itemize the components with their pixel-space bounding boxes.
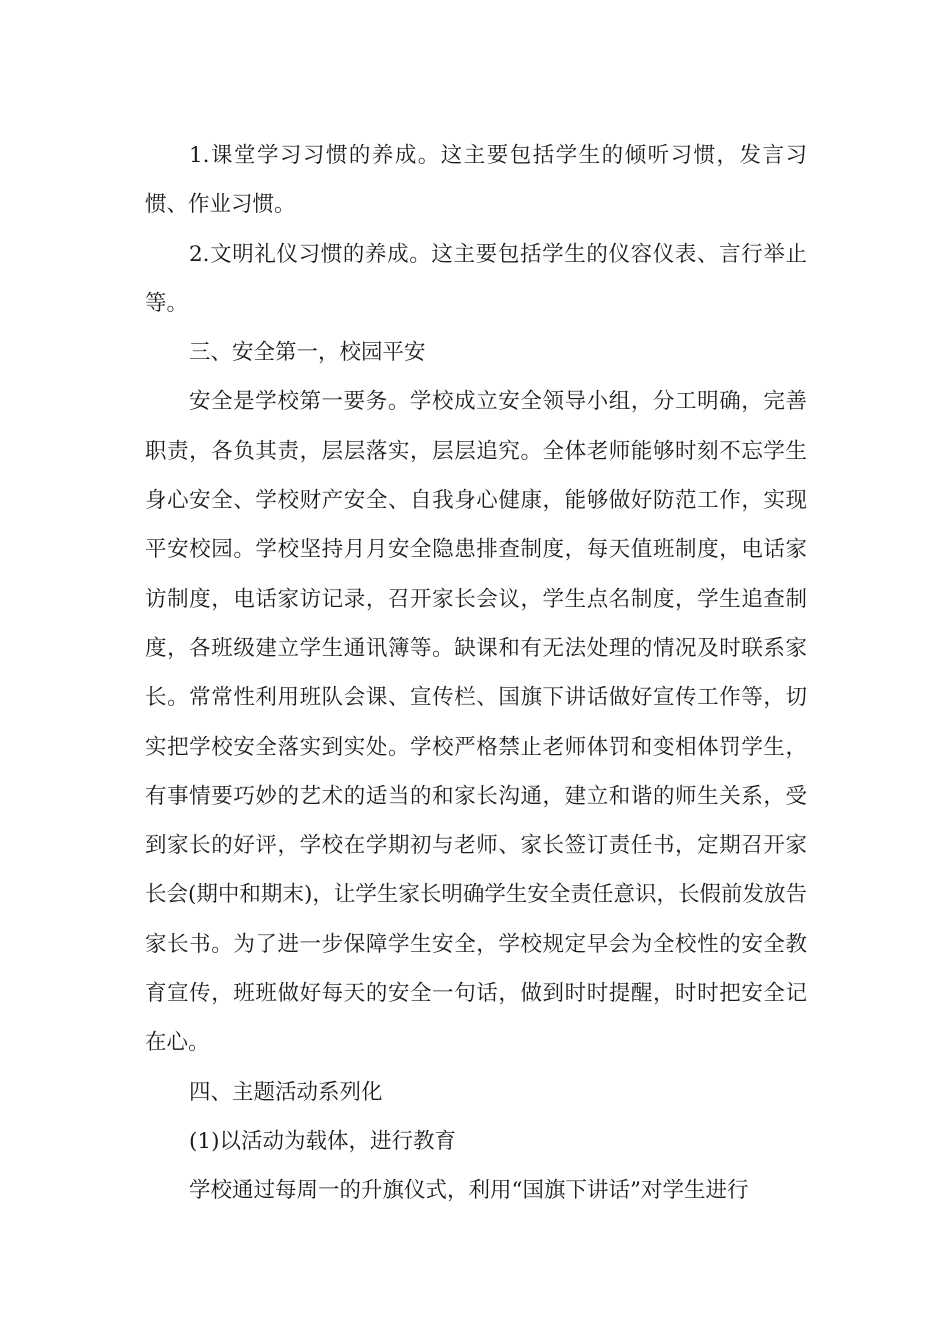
paragraph-flag-ceremony: 学校通过每周一的升旗仪式，利用“国旗下讲话”对学生进行 [189, 1178, 749, 1204]
section-heading-activities: 四、主题活动系列化 [189, 1079, 383, 1105]
paragraph-habit-etiquette: 2.文明礼仪习惯的养成。这主要包括学生的仪容仪表、言行举止等。 [145, 241, 807, 316]
document-body [145, 131, 807, 1216]
paragraph-safety-body: 安全是学校第一要务。学校成立安全领导小组，分工明确，完善职责，各负其责，层层落实，层层追究。全体老师能够时刻不忘学生身心安全、学校财产安全、自我身心健康，能够做好防范工作，实现平安校园。学校坚持月月安全隐患排查制度，每天值班制度，电话家访制度，电话家访记录，召开家长会议，学生点名制度，学生追查制度，各班级建立学生通讯簿等。缺课和有无法处理的情况及时联系家长。常常性利用班队会课、宣传栏、国旗下讲话做好宣传工作等，切实把学校安全落实到实处。学校严格禁止老师体罚和变相体罚学生，有事情要巧妙的艺术的适当的和家长沟通，建立和谐的师生关系，受到家长的好评，学校在学期初与老师、家长签订责任书，定期召开家长会(期中和期末)，让学生家长明确学生安全责任意识，长假前发放告家长书。为了进一步保障学生安全，学校规定早会为全校性的安全教育宣传，班班做好每天的安全一句话，做到时时提醒，时时把安全记在心。 [145, 389, 807, 1056]
paragraph-habit-classroom: 1.课堂学习习惯的养成。这主要包括学生的倾听习惯，发言习惯、作业习惯。 [145, 143, 807, 218]
subheading-activity-carrier: (1)以活动为载体，进行教育 [189, 1128, 456, 1154]
section-heading-safety: 三、安全第一，校园平安 [189, 340, 426, 366]
